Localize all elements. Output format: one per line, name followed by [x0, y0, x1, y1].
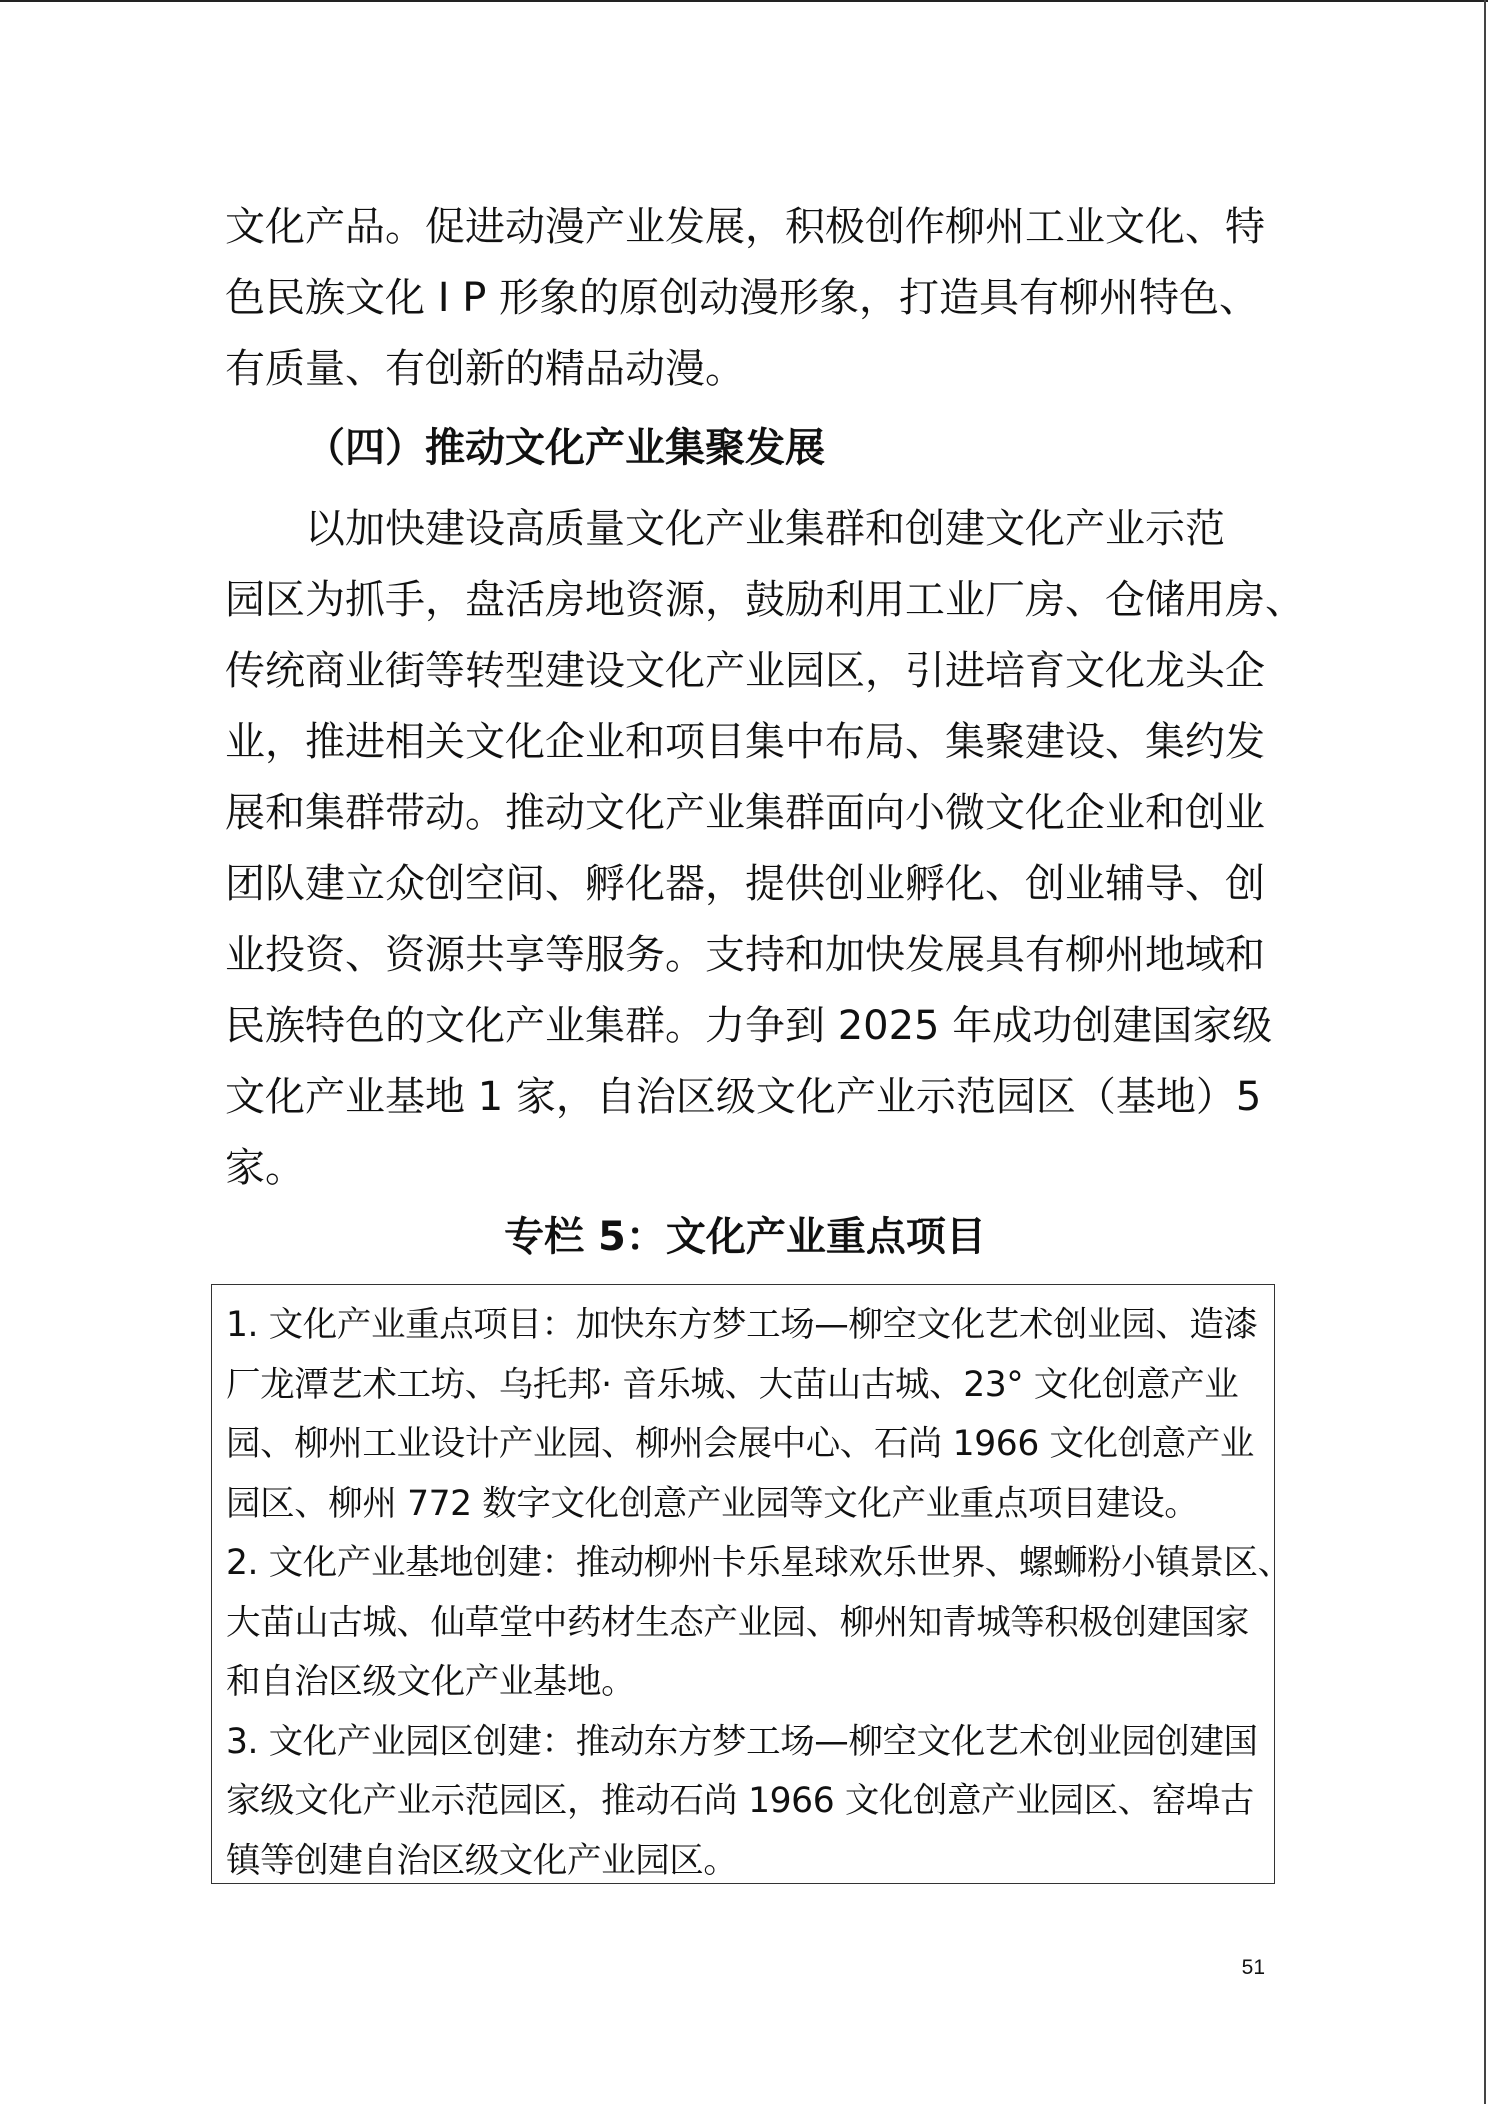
section-line: 园区为抓手，盘活房地资源，鼓励利用工业厂房、仓储用房、 — [225, 577, 1305, 623]
section-line: 业，推进相关文化企业和项目集中布局、集聚建设、集约发 — [225, 719, 1265, 765]
column-item-line: 家级文化产业示范园区，推动石尚 1966 文化创意产业园区、窑埠古 — [226, 1781, 1255, 1821]
column-item-line — [226, 1713, 1260, 1773]
document-body — [225, 192, 1305, 1268]
column-item-text: 加快东方梦工场—柳空文化艺术创业园、造漆 — [575, 1305, 1258, 1345]
intro-paragraph — [225, 192, 1265, 405]
page-right-border — [1484, 0, 1486, 2104]
intro-line: 有质量、有创新的精品动漫。 — [225, 346, 745, 392]
section-line: 传统商业街等转型建设文化产业园区，引进培育文化龙头企 — [225, 648, 1265, 694]
page-number: 51 — [1241, 1956, 1265, 1979]
column-item-text: 推动东方梦工场—柳空文化艺术创业园创建国 — [575, 1721, 1258, 1762]
column-item-label: 1. 文化产业重点项目： — [226, 1305, 576, 1345]
column-item-line: 厂龙潭艺术工坊、乌托邦· 音乐城、大苗山古城、23° 文化创意产业 — [226, 1364, 1239, 1405]
column-item-label: 2. 文化产业基地创建： — [226, 1543, 576, 1583]
column-box — [211, 1284, 1292, 1884]
column-item-line: 园、柳州工业设计产业园、柳州会展中心、石尚 1966 文化创意产业 — [226, 1424, 1255, 1464]
page-top-border — [0, 0, 1488, 2]
column-item-line — [226, 1296, 1260, 1356]
column-item-line: 园区、柳州 772 数字文化创意产业园等文化产业重点项目建设。 — [226, 1483, 1199, 1524]
section-line: 团队建立众创空间、孵化器，提供创业孵化、创业辅导、创 — [225, 861, 1265, 907]
section-line: 以加快建设高质量文化产业集群和创建文化产业示范 — [305, 506, 1225, 552]
column-item-line — [226, 1534, 1292, 1594]
column-box-title: 专栏 5：文化产业重点项目 — [504, 1214, 986, 1260]
column-item-line: 大苗山古城、仙草堂中药材生态产业园、柳州知青城等积极创建国家 — [226, 1602, 1249, 1643]
column-item-line: 镇等创建自治区级文化产业园区。 — [226, 1840, 738, 1881]
column-item-line: 和自治区级文化产业基地。 — [226, 1662, 636, 1702]
section-line: 家。 — [225, 1145, 305, 1191]
intro-line: 文化产品。促进动漫产业发展，积极创作柳州工业文化、特 — [225, 204, 1265, 250]
section-heading: （四）推动文化产业集聚发展 — [305, 425, 825, 471]
intro-line: 色民族文化 I P 形象的原创动漫形象，打造具有柳州特色、 — [225, 275, 1260, 321]
section-line: 民族特色的文化产业集群。力争到 2025 年成功创建国家级 — [225, 1003, 1273, 1049]
section-line: 文化产业基地 1 家，自治区级文化产业示范园区（基地）5 — [225, 1074, 1262, 1120]
column-item-label: 3. 文化产业园区创建： — [226, 1721, 576, 1762]
column-item-text: 推动柳州卡乐星球欢乐世界、螺蛳粉小镇景区、 — [575, 1543, 1292, 1583]
section-line: 展和集群带动。推动文化产业集群面向小微文化企业和创业 — [225, 790, 1265, 836]
section-paragraph — [225, 494, 1305, 1204]
section-line: 业投资、资源共享等服务。支持和加快发展具有柳州地域和 — [225, 932, 1265, 978]
